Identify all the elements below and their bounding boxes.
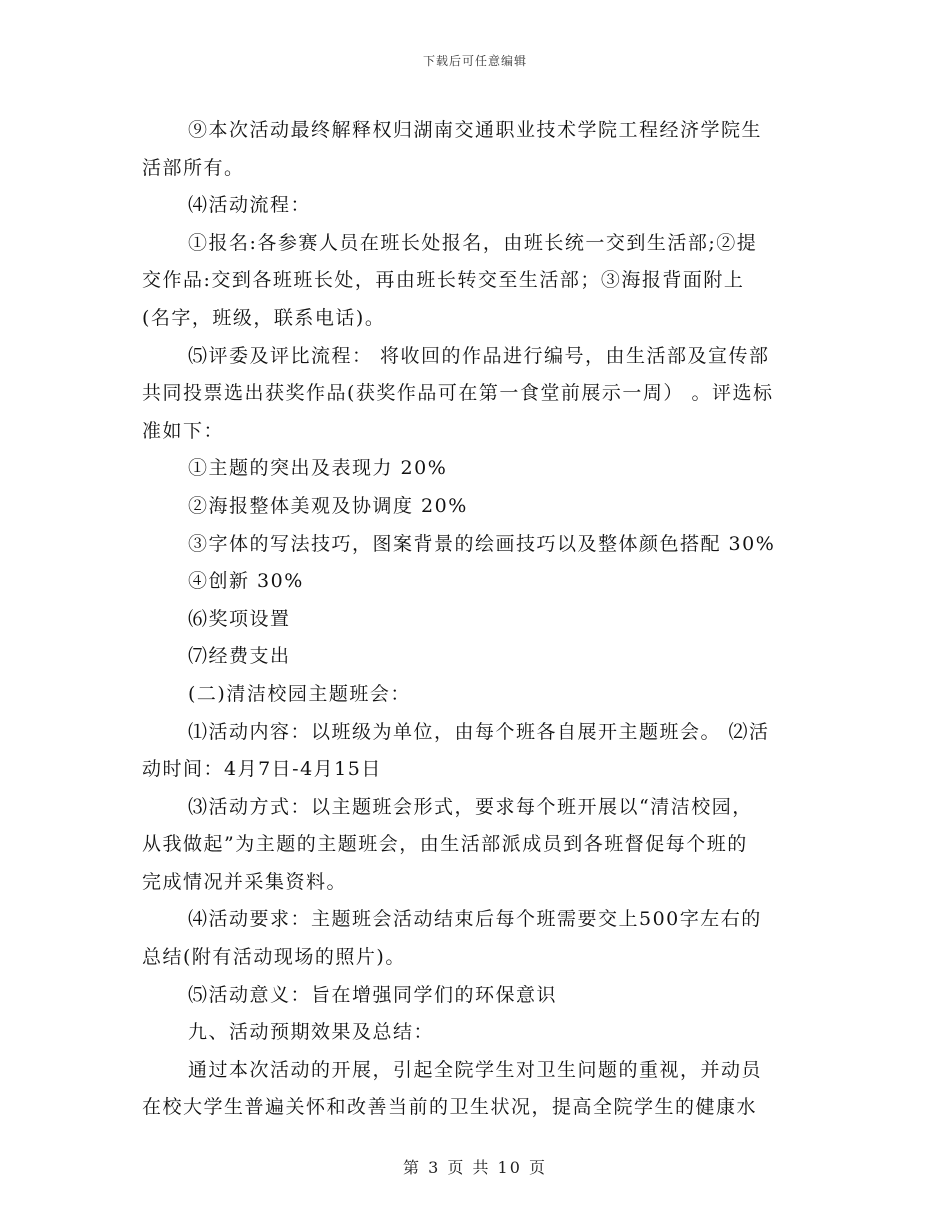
text-line: 九、活动预期效果及总结：: [188, 1021, 435, 1044]
text-line: ⑶活动方式：以主题班会形式，要求每个班开展以“清洁校园，: [188, 795, 753, 818]
text-line: 动时间：4月7日-4月15日: [142, 758, 382, 781]
text-line: ①报名:各参赛人员在班长处报名，由班长统一交到生活部;②提: [188, 231, 758, 254]
text-line: ⑸评委及评比流程： 将收回的作品进行编号，由生活部及宣传部: [188, 344, 770, 367]
text-line: (名字，班级，联系电话)。: [142, 306, 386, 329]
text-line: ⑴活动内容：以班级为单位，由每个班各自展开主题班会。 ⑵活: [188, 720, 770, 743]
text-line: 通过本次活动的开展，引起全院学生对卫生问题的重视，并动员: [188, 1058, 763, 1081]
text-line: ③字体的写法技巧，图案背景的绘画技巧以及整体颜色搭配 30%: [188, 532, 776, 555]
page-footer: 第 3 页 共 10 页: [403, 1158, 547, 1177]
text-line: 从我做起”为主题的主题班会，由生活部派成员到各班督促每个班的: [142, 833, 748, 856]
text-line: 总结(附有活动现场的照片)。: [142, 946, 406, 969]
text-line: 完成情况并采集资料。: [142, 870, 348, 893]
text-line: ④创新 30%: [188, 570, 304, 593]
text-line: ⑷活动流程：: [188, 194, 312, 217]
text-line: ②海报整体美观及协调度 20%: [188, 494, 468, 517]
text-line: ⑺经费支出: [188, 645, 291, 668]
text-line: 在校大学生普遍关怀和改善当前的卫生状况，提高全院学生的健康水: [142, 1096, 758, 1119]
text-line: ①主题的突出及表现力 20%: [188, 457, 448, 480]
text-line: ⑷活动要求：主题班会活动结束后每个班需要交上500字左右的: [188, 908, 762, 931]
text-line: 共同投票选出获奖作品(获奖作品可在第一食堂前展示一周） 。评选标: [142, 382, 774, 405]
document-body: [142, 112, 810, 1127]
text-line: 交作品:交到各班班长处，再由班长转交至生活部；③海报背面附上: [142, 269, 745, 292]
text-line: 准如下：: [142, 419, 225, 442]
page-header: 下载后可任意编辑: [422, 54, 527, 68]
text-line: 活部所有。: [142, 156, 245, 179]
text-line: ⑹奖项设置: [188, 607, 291, 630]
text-line: (二)清洁校园主题班会：: [188, 682, 411, 705]
text-line: ⑸活动意义：旨在增强同学们的环保意识: [188, 983, 558, 1006]
text-line: ⑨本次活动最终解释权归湖南交通职业技术学院工程经济学院生: [188, 119, 763, 141]
